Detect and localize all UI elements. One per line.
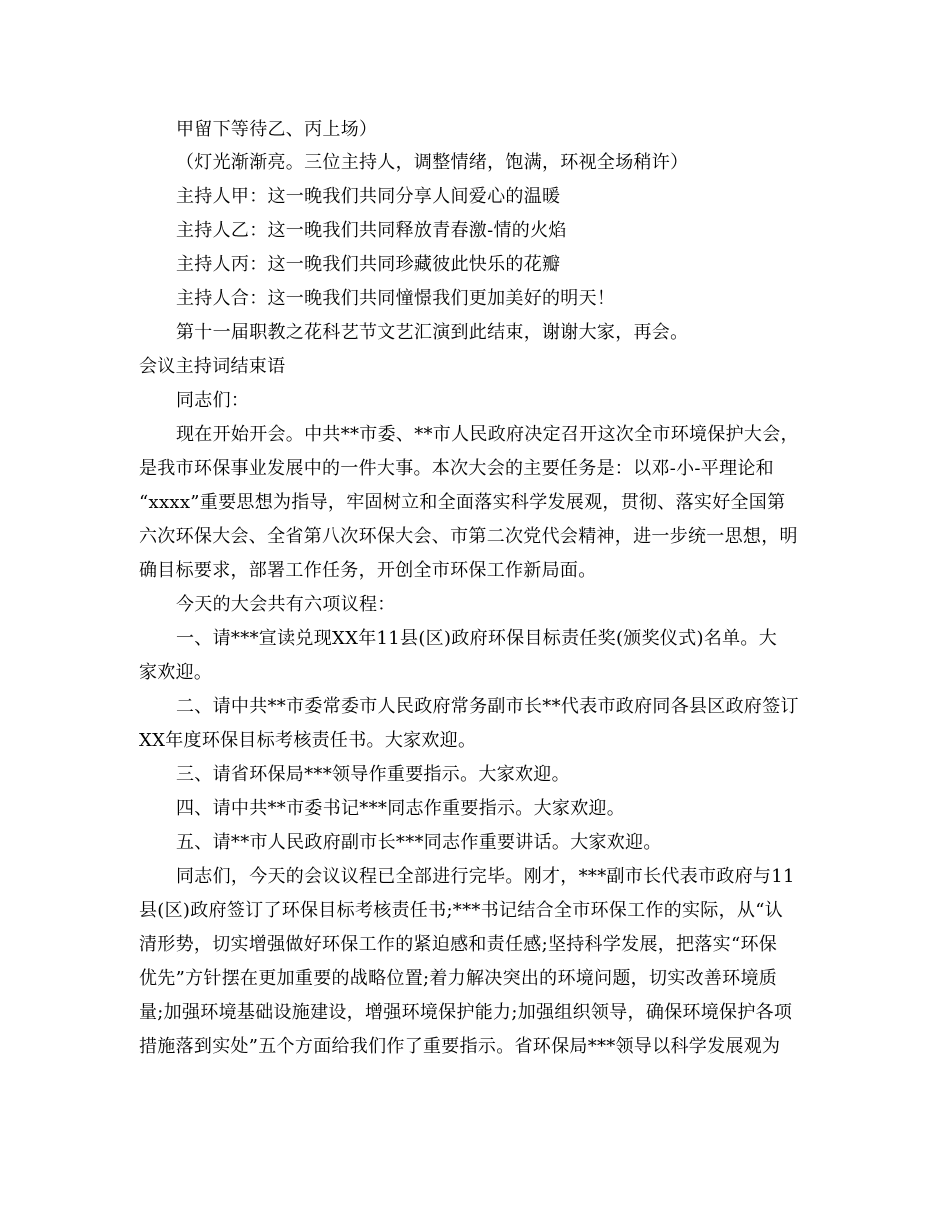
text-line: XX年度环保目标考核责任书。大家欢迎。	[139, 730, 477, 751]
agenda-item: 五、请**市人民政府副市长***同志作重要讲话。大家欢迎。	[176, 832, 662, 853]
text-line: 主持人甲：这一晚我们共同分享人间爱心的温暖	[176, 186, 561, 207]
text-line: 主持人乙：这一晚我们共同释放青春激-情的火焰	[176, 220, 567, 241]
text-line: 第十一届职教之花科艺节文艺汇演到此结束，谢谢大家，再会。	[176, 322, 689, 343]
text-line: 是我市环保事业发展中的一件大事。本次大会的主要任务是：以邓-小-平理论和	[139, 458, 774, 479]
agenda-item: 一、请***宣读兑现XX年11县(区)政府环保目标责任奖(颁奖仪式)名单。大	[176, 628, 778, 649]
text-line: 主持人丙：这一晚我们共同珍藏彼此快乐的花瓣	[176, 254, 561, 275]
text-line: 量;加强环境基础设施建设，增强环境保护能力;加强组织领导，确保环境保护各项	[139, 1002, 793, 1023]
text-line: 清形势，切实增强做好环保工作的紧迫感和责任感;坚持科学发展，把落实“环保	[139, 934, 778, 955]
agenda-item: 三、请省环保局***领导作重要指示。大家欢迎。	[176, 764, 570, 785]
text-line: 同志们，今天的会议议程已全部进行完毕。刚才，***副市长代表市政府与11	[176, 866, 795, 887]
salutation: 同志们：	[176, 390, 250, 411]
agenda-item: 二、请中共**市委常委市人民政府常务副市长**代表市政府同各县区政府签订	[176, 696, 799, 717]
text-line: 今天的大会共有六项议程：	[176, 594, 396, 615]
agenda-item: 四、请中共**市委书记***同志作重要指示。大家欢迎。	[176, 798, 626, 819]
text-line: （灯光渐渐亮。三位主持人，调整情绪，饱满，环视全场稍许）	[176, 152, 689, 173]
text-line: 确目标要求，部署工作任务，开创全市环保工作新局面。	[139, 560, 597, 581]
section-heading: 会议主持词结束语	[139, 356, 286, 377]
text-line: 措施落到实处”五个方面给我们作了重要指示。省环保局***领导以科学发展观为	[139, 1036, 781, 1057]
text-line: 优先”方针摆在更加重要的战略位置;着力解决突出的环境问题，切实改善环境质	[139, 968, 778, 989]
text-line: 现在开始开会。中共**市委、**市人民政府决定召开这次全市环境保护大会，	[176, 424, 799, 445]
text-line: “xxxx”重要思想为指导，牢固树立和全面落实科学发展观，贯彻、落实好全国第	[139, 492, 786, 513]
text-line: 县(区)政府签订了环保目标考核责任书;***书记结合全市环保工作的实际，从“认	[139, 900, 784, 921]
text-line: 家欢迎。	[139, 662, 213, 683]
text-line: 甲留下等待乙、丙上场）	[176, 119, 378, 140]
text-line: 主持人合：这一晚我们共同憧憬我们更加美好的明天！	[176, 288, 616, 309]
text-line: 六次环保大会、全省第八次环保大会、市第二次党代会精神，进一步统一思想，明	[139, 526, 798, 547]
